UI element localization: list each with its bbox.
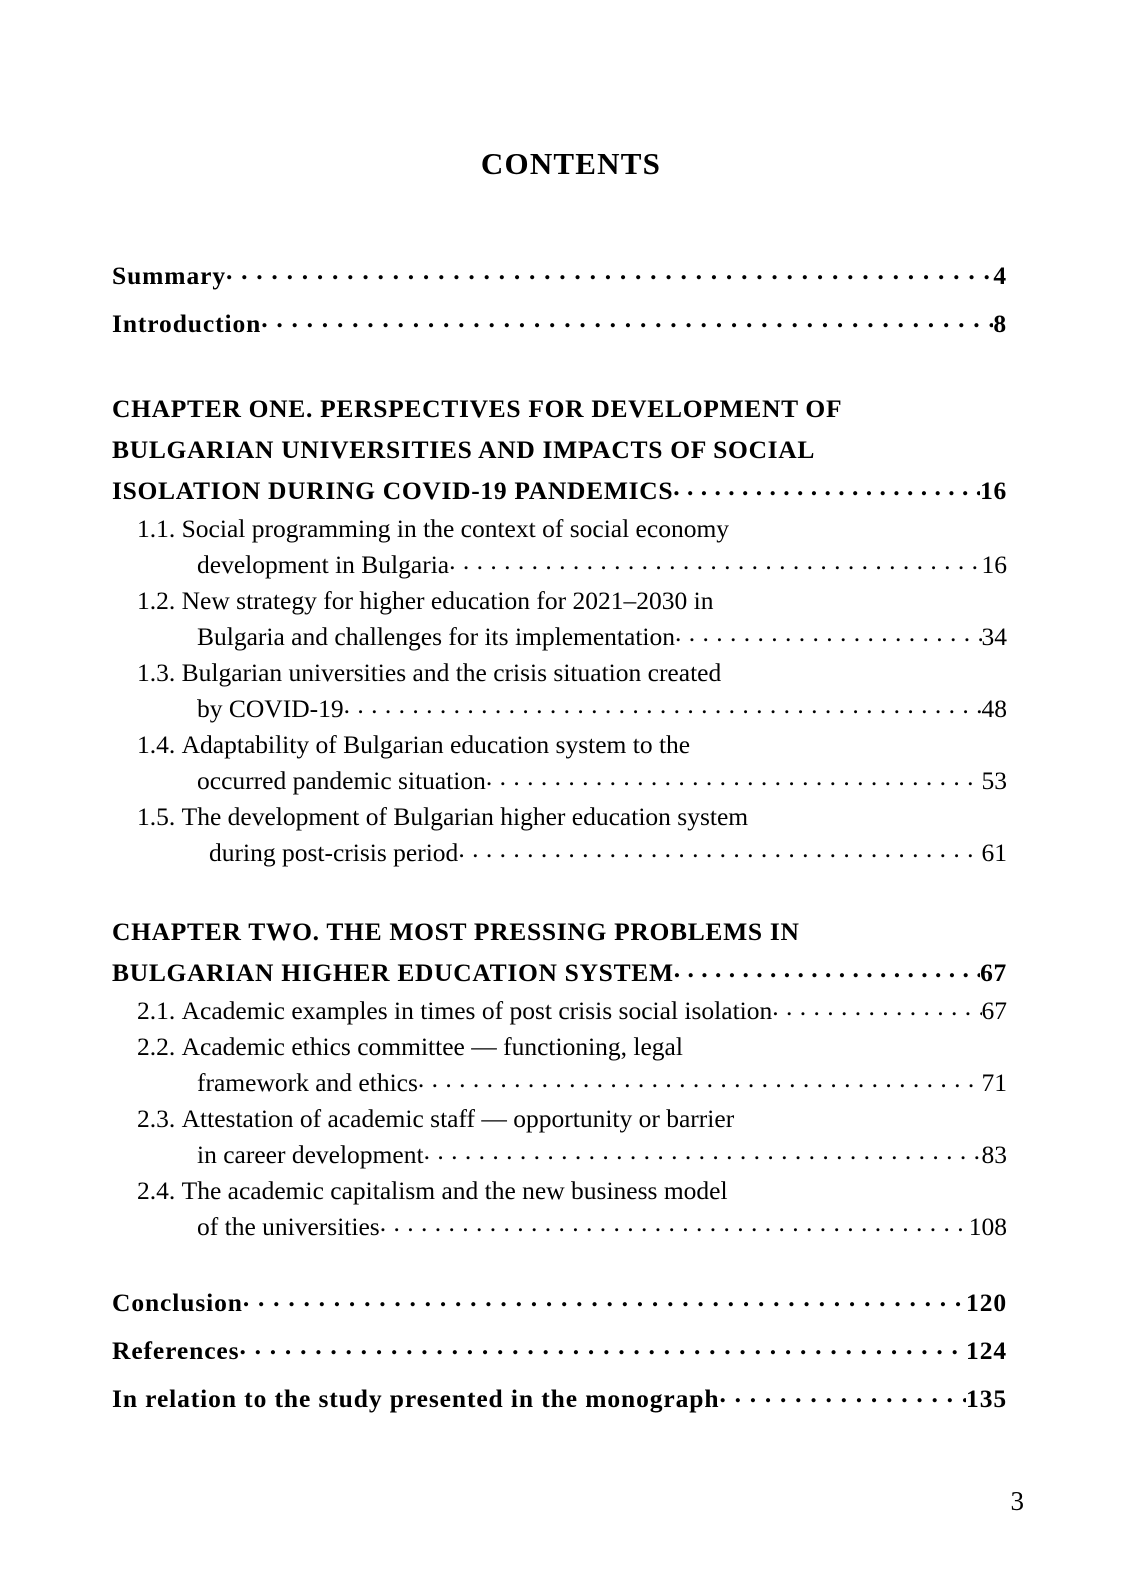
section-first-line — [137, 1173, 1007, 1209]
section-title-line-2: Bulgaria and challenges for its implementation — [197, 622, 675, 651]
toc-section-1-4[interactable] — [112, 727, 1007, 799]
section-title-line-2: occurred pandemic situation — [197, 766, 486, 795]
section-title-line-1: Attestation of academic staff — opportunity or barrier — [181, 1104, 735, 1133]
toc-entry-label: In relation to the study presented in the monograph — [112, 1383, 720, 1413]
toc-entry-label: Summary — [112, 260, 226, 290]
section-number: 1.4. — [137, 730, 176, 759]
section-title-line-2: framework and ethics — [197, 1068, 418, 1097]
toc-entry-page: 67 — [980, 958, 1007, 987]
chapter-heading-line: BULGARIAN UNIVERSITIES AND IMPACTS OF SOCIAL — [112, 435, 816, 464]
toc-entry-page: 83 — [981, 1140, 1007, 1169]
chapter-heading-last-line — [112, 470, 1007, 511]
section-continuation — [137, 1209, 1007, 1245]
section-number: 2.3. — [137, 1104, 176, 1133]
section-title-line-2: development in Bulgaria — [197, 550, 450, 579]
section-first-line — [137, 1029, 1007, 1065]
chapter-heading-line: BULGARIAN HIGHER EDUCATION SYSTEM — [112, 958, 674, 987]
page-title: CONTENTS — [480, 146, 662, 181]
section-continuation — [137, 1065, 1007, 1101]
section-continuation — [137, 619, 1007, 655]
toc-entry-page: 67 — [981, 996, 1007, 1025]
section-number: 1.2. — [137, 586, 176, 615]
toc-entry-in-relation-to-the-study[interactable] — [112, 1381, 1007, 1411]
leader-dots — [674, 956, 980, 982]
section-number: 1.3. — [137, 658, 176, 687]
toc-entry-page: 16 — [980, 476, 1007, 505]
section-title-line-1: Social programming in the context of social economy — [181, 514, 730, 543]
toc-entry-page: 48 — [981, 694, 1007, 723]
section-title-line-1: The academic capitalism and the new business model — [181, 1176, 728, 1205]
toc-entry-introduction[interactable] — [112, 306, 1007, 336]
section-title-line-1: Adaptability of Bulgarian education system to the — [181, 730, 691, 759]
toc-entry-page: 120 — [966, 1287, 1007, 1317]
chapter-heading-last-line — [112, 952, 1007, 993]
toc-section-2-3[interactable] — [112, 1101, 1007, 1173]
section-title-line-1: The development of Bulgarian higher education system — [181, 802, 749, 831]
toc-entry-label: Introduction — [112, 308, 262, 338]
section-first-line — [137, 727, 1007, 763]
toc-entry-label: References — [112, 1335, 240, 1365]
section-first-line — [137, 1101, 1007, 1137]
leader-dots — [226, 258, 993, 284]
leader-dots — [261, 306, 993, 332]
toc-section-1-5[interactable] — [112, 799, 1007, 871]
section-first-line — [137, 799, 1007, 835]
toc-entry-label: Conclusion — [112, 1287, 243, 1317]
spacer — [112, 354, 1007, 388]
section-title-line-1: New strategy for higher education for 2021–2030 in — [181, 586, 714, 615]
toc-section-2-1[interactable] — [112, 993, 1007, 1029]
toc-chapter-two[interactable] — [112, 911, 1007, 993]
page-number-folio: 3 — [1010, 1486, 1024, 1516]
leader-dots — [675, 620, 982, 646]
toc-entry-page: 16 — [981, 550, 1007, 579]
toc-entry-page: 61 — [981, 838, 1007, 867]
toc-entry-page: 71 — [981, 1068, 1007, 1097]
section-first-line — [137, 993, 1007, 1029]
chapter-heading-line: CHAPTER ONE. PERSPECTIVES FOR DEVELOPMENT OF — [112, 394, 843, 423]
toc-section-1-1[interactable] — [112, 511, 1007, 583]
leader-dots — [239, 1333, 966, 1359]
section-first-line — [137, 655, 1007, 691]
section-number: 2.1. — [137, 996, 176, 1025]
leader-dots — [449, 548, 981, 574]
spacer — [112, 1245, 1007, 1285]
toc-entry-conclusion[interactable] — [112, 1285, 1007, 1315]
section-first-line — [137, 583, 1007, 619]
section-title-line-2: of the universities — [197, 1212, 380, 1241]
section-title-line-2: during post-crisis period — [209, 838, 459, 867]
toc-entry-page: 8 — [993, 308, 1007, 338]
section-title-line-1: Bulgarian universities and the crisis situation created — [181, 658, 722, 687]
leader-dots — [424, 1138, 982, 1164]
toc-section-1-3[interactable] — [112, 655, 1007, 727]
chapter-heading-line: ISOLATION DURING COVID-19 PANDEMICS — [112, 476, 674, 505]
toc-entry-references[interactable] — [112, 1333, 1007, 1363]
section-continuation — [137, 763, 1007, 799]
leader-dots — [418, 1066, 982, 1092]
toc-entries-container — [112, 258, 1007, 1429]
toc-section-2-2[interactable] — [112, 1029, 1007, 1101]
toc-section-2-4[interactable] — [112, 1173, 1007, 1245]
toc-entry-page: 34 — [981, 622, 1007, 651]
section-number: 2.4. — [137, 1176, 176, 1205]
section-title-line-2: in career development — [197, 1140, 424, 1169]
leader-dots — [380, 1210, 969, 1236]
toc-entry-page: 53 — [981, 766, 1007, 795]
toc-entry-page: 108 — [968, 1212, 1007, 1241]
toc-chapter-one[interactable] — [112, 388, 1007, 511]
leader-dots — [243, 1285, 966, 1311]
leader-dots — [673, 474, 980, 500]
section-title-line-2: by COVID-19 — [197, 694, 344, 723]
leader-dots — [719, 1381, 966, 1407]
chapter-heading-line: CHAPTER TWO. THE MOST PRESSING PROBLEMS IN — [112, 917, 800, 946]
section-title-line-1: Academic examples in times of post crisis social isolation — [181, 996, 773, 1025]
section-number: 1.1. — [137, 514, 176, 543]
leader-dots — [486, 764, 982, 790]
section-continuation — [137, 1137, 1007, 1173]
spacer — [112, 871, 1007, 911]
section-title-line-1: Academic ethics committee — functioning, legal — [181, 1032, 683, 1061]
section-first-line — [137, 511, 1007, 547]
leader-dots — [458, 836, 981, 862]
section-continuation — [137, 547, 1007, 583]
toc-entry-page: 135 — [966, 1383, 1007, 1413]
leader-dots — [344, 692, 982, 718]
toc-entry-page: 124 — [966, 1335, 1007, 1365]
section-continuation — [137, 835, 1007, 871]
toc-entry-summary[interactable] — [112, 258, 1007, 288]
section-number: 2.2. — [137, 1032, 176, 1061]
toc-section-1-2[interactable] — [112, 583, 1007, 655]
leader-dots — [772, 994, 981, 1020]
section-continuation — [137, 691, 1007, 727]
toc-entry-page: 4 — [993, 260, 1007, 290]
section-number: 1.5. — [137, 802, 176, 831]
